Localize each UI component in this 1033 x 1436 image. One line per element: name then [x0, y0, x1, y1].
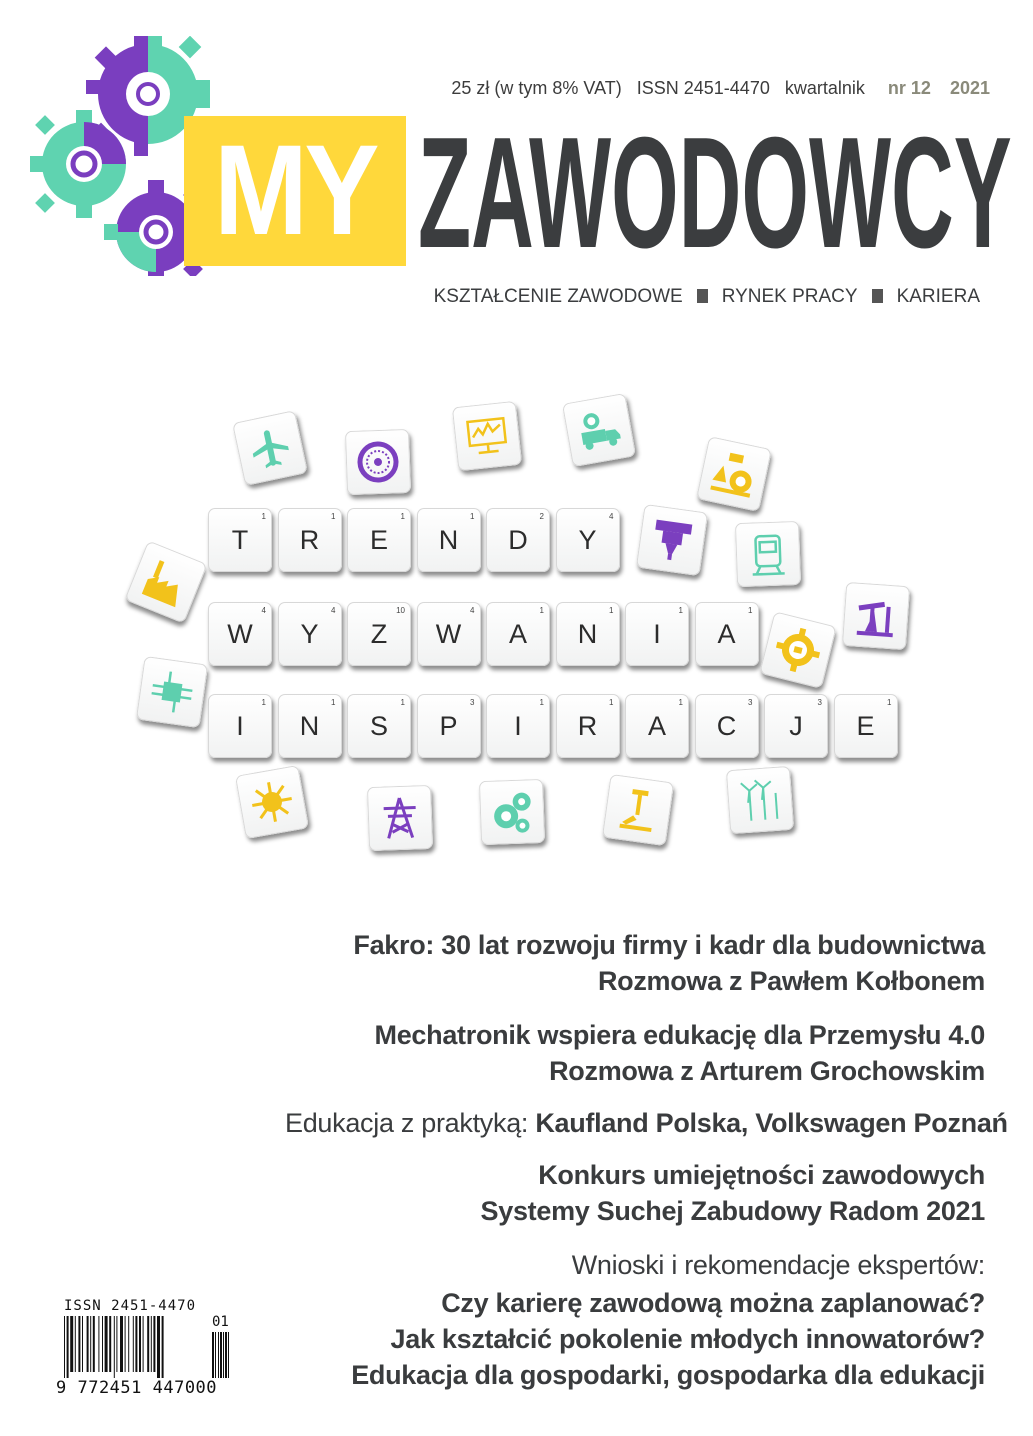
issue-year: 2021 [949, 78, 990, 98]
drill-icon [636, 504, 708, 576]
train-icon [735, 521, 801, 587]
factory-icon [124, 540, 207, 623]
tile-letter: R [577, 711, 598, 741]
letter-tile [556, 508, 620, 572]
tile-letter: A [717, 619, 736, 649]
tile-points: 1 [678, 698, 683, 707]
headline-line [285, 1288, 985, 1319]
tile-points: 1 [400, 698, 405, 707]
tile-points: 2 [539, 512, 544, 521]
headline-text: Jak kształcić pokolenie młodych innowatorów? [390, 1324, 985, 1354]
tile-letter: W [435, 619, 462, 649]
letter-tile [208, 694, 272, 758]
letter-tile [486, 694, 550, 758]
oil-pump-icon [842, 582, 910, 650]
headline-line [285, 966, 985, 997]
tile-letter: E [369, 525, 388, 555]
tile-letter: Y [300, 619, 319, 649]
headline-text: Rozmowa z Pawłem Kołbonem [597, 966, 985, 996]
tile-letter: E [856, 711, 875, 741]
tile-letter: T [231, 525, 249, 555]
tag-ksztalcenie: KSZTAŁCENIE ZAWODOWE [433, 286, 683, 307]
letter-tile [556, 694, 620, 758]
tile-points: 4 [609, 512, 614, 521]
headline-prefix: Wnioski i rekomendacje ekspertów: [571, 1250, 985, 1280]
issue-number: nr 12 [887, 78, 931, 98]
headline-text: Systemy Suchej Zabudowy Radom 2021 [480, 1196, 985, 1226]
letter-tile [347, 508, 411, 572]
tile-letter: N [438, 525, 459, 555]
tile-points: 4 [470, 606, 475, 615]
headline-line [285, 1108, 1008, 1139]
frequency: kwartalnik [784, 78, 865, 98]
tile-points: 4 [261, 606, 266, 615]
headline-text: Konkurs umiejętności zawodowych [538, 1160, 985, 1190]
tile-letter: N [299, 711, 320, 741]
tile-letter: W [227, 619, 253, 649]
headline-line [285, 1056, 985, 1087]
letter-tile [695, 602, 759, 666]
headline-text: Fakro: 30 lat rozwoju firmy i kadr dla budownictwa [353, 930, 985, 960]
tile-points: 1 [678, 606, 683, 615]
tile-points: 1 [539, 606, 544, 615]
tile-letter: Z [370, 619, 388, 649]
gears-icon [479, 779, 545, 845]
truck-icon [562, 393, 636, 467]
tile-letter: I [236, 711, 244, 741]
gear-plug-icon [759, 611, 837, 689]
headline-line [285, 1360, 985, 1391]
tile-letter: I [653, 619, 661, 649]
letter-tile [208, 602, 272, 666]
tagline [400, 286, 980, 310]
headline-text: Rozmowa z Arturem Grochowskim [549, 1056, 985, 1086]
barcode-issn: ISSN 2451-4470 [64, 1298, 197, 1314]
tile-letter: D [508, 525, 528, 555]
tile-points: 1 [261, 698, 266, 707]
letter-tile [486, 602, 550, 666]
headline-line [285, 1196, 985, 1227]
letter-tile [486, 508, 550, 572]
letter-tile [695, 694, 759, 758]
headline-text: Kaufland Polska, Volkswagen Poznań [535, 1108, 1008, 1138]
tile-points: 1 [539, 698, 544, 707]
tile-points: 1 [609, 606, 614, 615]
sawmill-icon [696, 436, 772, 512]
headline-line [285, 1160, 985, 1191]
tile-letter: R [299, 525, 320, 555]
letter-tile [417, 602, 481, 666]
tile-letter: Y [578, 525, 597, 555]
tile-letter: P [439, 711, 458, 741]
tile-points: 3 [748, 698, 753, 707]
tile-points: 4 [331, 606, 336, 615]
tile-points: 1 [261, 512, 266, 521]
tile-points: 1 [470, 512, 475, 521]
welding-icon [602, 774, 674, 846]
letter-tile [625, 694, 689, 758]
headline-line [285, 930, 985, 961]
tile-points: 10 [396, 606, 405, 615]
letter-tile [556, 602, 620, 666]
tag-kariera: KARIERA [896, 286, 980, 307]
tile-letter: S [369, 711, 388, 741]
headline-text: Edukacja dla gospodarki, gospodarka dla edukacji [351, 1360, 985, 1390]
barcode [56, 1298, 236, 1408]
headline-line [285, 1324, 985, 1355]
headline-prefix: Edukacja z praktyką: [285, 1108, 536, 1138]
tile-points: 1 [400, 512, 405, 521]
tile-points: 1 [331, 512, 336, 521]
letter-tile [347, 602, 411, 666]
tile-points: 1 [609, 698, 614, 707]
tile-points: 1 [887, 698, 892, 707]
tile-points: 1 [748, 606, 753, 615]
letter-tile [625, 602, 689, 666]
turbine-icon [345, 429, 411, 495]
tile-letter: A [508, 619, 527, 649]
letter-tile [417, 508, 481, 572]
letter-tile [347, 694, 411, 758]
separator-square-icon [697, 289, 708, 303]
tile-points: 3 [470, 698, 475, 707]
issn-label: ISSN 2451-4470 [636, 78, 770, 98]
tag-rynek-pracy: RYNEK PRACY [721, 286, 858, 307]
letter-tile [278, 602, 342, 666]
issue-info [420, 78, 990, 104]
price: 25 zł (w tym 8% VAT) [451, 78, 622, 98]
tile-points: 3 [817, 698, 822, 707]
separator-square-icon [872, 289, 883, 303]
letter-tile [764, 694, 828, 758]
tile-letter: A [647, 711, 666, 741]
letter-tile [278, 694, 342, 758]
sun-icon [235, 765, 309, 839]
barcode-bars-icon [64, 1316, 240, 1378]
my-logo-box [184, 116, 406, 266]
headline-line [285, 1020, 985, 1051]
airplane-icon [232, 410, 308, 486]
circuit-chip-icon [136, 656, 208, 728]
tile-letter: C [716, 711, 737, 741]
tile-points: 1 [331, 698, 336, 707]
barcode-addon: 01 [212, 1314, 229, 1330]
letter-tile [834, 694, 898, 758]
tile-letter: N [577, 619, 598, 649]
letter-tile [417, 694, 481, 758]
magazine-title: ZAWODOWCY [418, 105, 1012, 281]
headline-line [285, 1250, 985, 1281]
barcode-digits: 9 772451 447000 [56, 1378, 218, 1398]
letter-tile [208, 508, 272, 572]
logo-word: MY [214, 119, 376, 262]
headline-text: Czy karierę zawodową można zaplanować? [441, 1288, 985, 1318]
control-panel-icon [452, 401, 522, 471]
power-pylon-icon [367, 785, 433, 851]
tile-letter: I [514, 711, 522, 741]
tile-letter: J [789, 711, 803, 741]
headline-text: Mechatronik wspiera edukację dla Przemysłu 4.0 [374, 1020, 985, 1050]
letter-tile [278, 508, 342, 572]
wind-turbines-icon [726, 766, 794, 834]
